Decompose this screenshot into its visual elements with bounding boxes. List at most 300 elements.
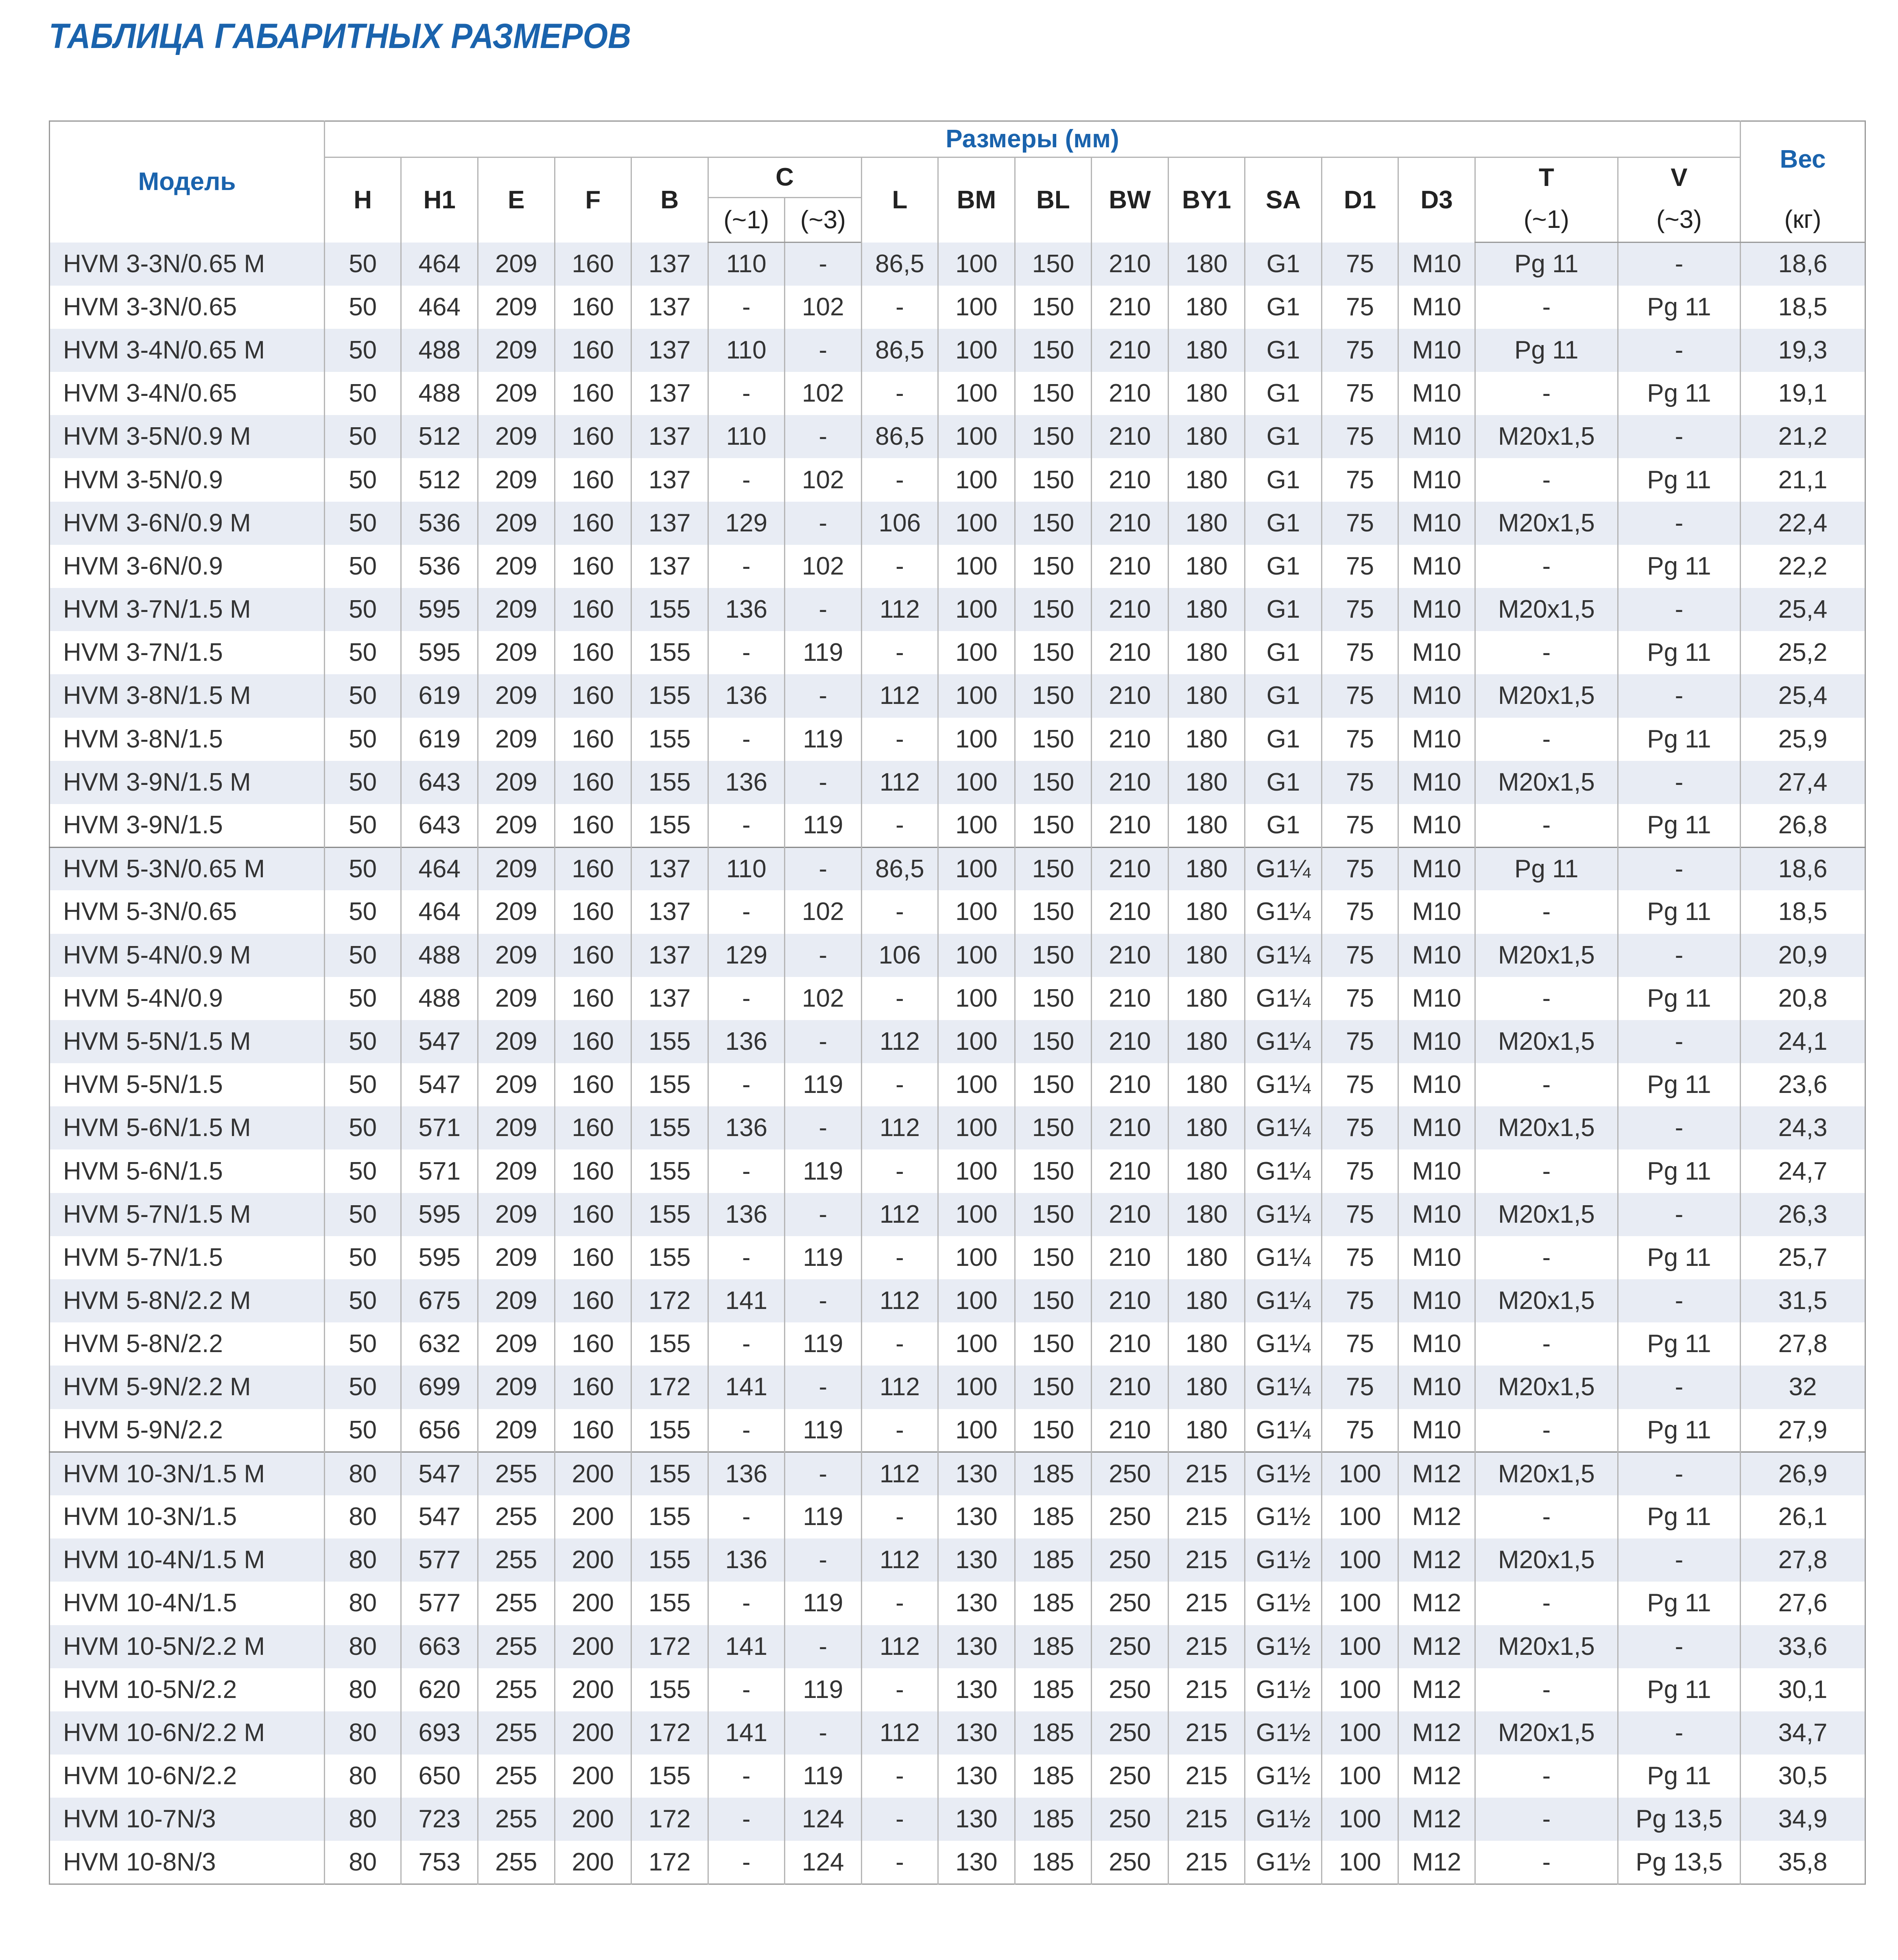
cell-model: HVM 3-9N/1.5 bbox=[63, 811, 223, 839]
cell-bl: 150 bbox=[1015, 674, 1092, 717]
cell-bm: 100 bbox=[938, 458, 1015, 501]
cell-h1: 620 bbox=[401, 1668, 478, 1711]
table-row bbox=[50, 1063, 1865, 1106]
cell-t: - bbox=[1475, 1409, 1618, 1452]
cell-e: 209 bbox=[478, 286, 555, 329]
cell-h1: 547 bbox=[401, 1452, 478, 1495]
cell-bl: 150 bbox=[1015, 977, 1092, 1020]
cell-sa: G1 bbox=[1245, 588, 1322, 631]
cell-h1: 464 bbox=[401, 243, 478, 286]
cell-h1: 536 bbox=[401, 545, 478, 588]
cell-h: 80 bbox=[324, 1668, 401, 1711]
cell-h: 50 bbox=[324, 1279, 401, 1322]
cell-c-1: - bbox=[708, 631, 785, 674]
cell-sa: G1¼ bbox=[1245, 1279, 1322, 1322]
cell-d3: M10 bbox=[1398, 1149, 1475, 1193]
cell-t: - bbox=[1475, 1149, 1618, 1193]
cell-t: M20x1,5 bbox=[1475, 588, 1618, 631]
cell-v: Pg 11 bbox=[1618, 458, 1740, 501]
cell-model: HVM 3-4N/0.65 bbox=[63, 379, 237, 408]
cell-l: - bbox=[861, 1755, 938, 1798]
cell-b: 137 bbox=[631, 243, 708, 286]
cell-by1: 180 bbox=[1168, 761, 1245, 804]
cell-c-1: 110 bbox=[708, 243, 785, 286]
cell-sa: G1¼ bbox=[1245, 1193, 1322, 1236]
cell-sa: G1¼ bbox=[1245, 1149, 1322, 1193]
weight-column-header: Вес bbox=[1740, 121, 1865, 198]
cell-v: - bbox=[1618, 1020, 1740, 1063]
cell-f: 160 bbox=[555, 1279, 631, 1322]
cell-weight: 22,4 bbox=[1740, 502, 1865, 545]
cell-bw: 210 bbox=[1092, 458, 1169, 501]
cell-t: - bbox=[1475, 545, 1618, 588]
cell-model: HVM 3-3N/0.65 bbox=[63, 293, 237, 321]
cell-c-3: 119 bbox=[785, 1495, 862, 1538]
cell-bw: 210 bbox=[1092, 1063, 1169, 1106]
cell-bm: 100 bbox=[938, 1193, 1015, 1236]
cell-h1: 595 bbox=[401, 631, 478, 674]
cell-bm: 100 bbox=[938, 631, 1015, 674]
cell-d3: M12 bbox=[1398, 1452, 1475, 1495]
cell-bm: 130 bbox=[938, 1495, 1015, 1538]
cell-c-3: 102 bbox=[785, 977, 862, 1020]
cell-e: 255 bbox=[478, 1625, 555, 1668]
cell-bw: 210 bbox=[1092, 1193, 1169, 1236]
cell-bl: 185 bbox=[1015, 1452, 1092, 1495]
cell-d1: 75 bbox=[1321, 1193, 1398, 1236]
cell-c-1: - bbox=[708, 977, 785, 1020]
cell-c-1: - bbox=[708, 1841, 785, 1884]
cell-bm: 100 bbox=[938, 545, 1015, 588]
cell-d3: M10 bbox=[1398, 718, 1475, 761]
cell-f: 160 bbox=[555, 372, 631, 415]
cell-l: - bbox=[861, 1582, 938, 1625]
table-row bbox=[50, 588, 1865, 631]
cell-l: 112 bbox=[861, 1193, 938, 1236]
cell-f: 200 bbox=[555, 1668, 631, 1711]
cell-by1: 180 bbox=[1168, 1063, 1245, 1106]
cell-sa: G1½ bbox=[1245, 1668, 1322, 1711]
cell-f: 160 bbox=[555, 588, 631, 631]
cell-l: 112 bbox=[861, 588, 938, 631]
cell-c-3: 119 bbox=[785, 631, 862, 674]
cell-bl: 150 bbox=[1015, 718, 1092, 761]
table-row bbox=[50, 502, 1865, 545]
cell-by1: 215 bbox=[1168, 1798, 1245, 1841]
cell-h1: 632 bbox=[401, 1322, 478, 1366]
cell-d1: 100 bbox=[1321, 1798, 1398, 1841]
cell-l: - bbox=[861, 1236, 938, 1279]
cell-bm: 100 bbox=[938, 1106, 1015, 1149]
cell-f: 160 bbox=[555, 1193, 631, 1236]
cell-t: M20x1,5 bbox=[1475, 1711, 1618, 1755]
cell-v: Pg 11 bbox=[1618, 1063, 1740, 1106]
cell-f: 160 bbox=[555, 329, 631, 372]
cell-e: 209 bbox=[478, 1409, 555, 1452]
cell-b: 155 bbox=[631, 631, 708, 674]
cell-b: 155 bbox=[631, 761, 708, 804]
table-row bbox=[50, 1279, 1865, 1322]
column-header-bw: BW bbox=[1092, 157, 1169, 243]
cell-d1: 75 bbox=[1321, 243, 1398, 286]
cell-d1: 75 bbox=[1321, 1236, 1398, 1279]
cell-h: 50 bbox=[324, 804, 401, 847]
cell-b: 155 bbox=[631, 1538, 708, 1582]
column-header-t: T bbox=[1475, 157, 1618, 198]
cell-b: 155 bbox=[631, 1668, 708, 1711]
cell-t: M20x1,5 bbox=[1475, 1538, 1618, 1582]
cell-bm: 100 bbox=[938, 804, 1015, 847]
cell-d3: M10 bbox=[1398, 545, 1475, 588]
cell-model: HVM 5-5N/1.5 bbox=[63, 1071, 223, 1099]
cell-bl: 150 bbox=[1015, 1366, 1092, 1409]
cell-e: 209 bbox=[478, 674, 555, 717]
cell-bl: 185 bbox=[1015, 1582, 1092, 1625]
cell-bw: 210 bbox=[1092, 415, 1169, 458]
cell-h1: 675 bbox=[401, 1279, 478, 1322]
cell-bl: 150 bbox=[1015, 415, 1092, 458]
cell-e: 209 bbox=[478, 458, 555, 501]
cell-model: HVM 10-3N/1.5 M bbox=[50, 1452, 325, 1495]
cell-b: 137 bbox=[631, 977, 708, 1020]
cell-c-1: - bbox=[708, 890, 785, 933]
cell-b: 137 bbox=[631, 286, 708, 329]
cell-v: Pg 11 bbox=[1618, 1409, 1740, 1452]
cell-bl: 150 bbox=[1015, 761, 1092, 804]
cell-c-3: 102 bbox=[785, 890, 862, 933]
cell-model: HVM 3-3N/0.65 M bbox=[50, 243, 325, 286]
cell-h: 50 bbox=[324, 631, 401, 674]
cell-b: 137 bbox=[631, 372, 708, 415]
cell-sa: G1½ bbox=[1245, 1625, 1322, 1668]
column-header-d1: D1 bbox=[1321, 157, 1398, 243]
cell-sa: G1¼ bbox=[1245, 1020, 1322, 1063]
cell-bw: 250 bbox=[1092, 1711, 1169, 1755]
cell-bm: 130 bbox=[938, 1841, 1015, 1884]
cell-l: - bbox=[861, 1495, 938, 1538]
cell-by1: 180 bbox=[1168, 243, 1245, 286]
cell-by1: 215 bbox=[1168, 1538, 1245, 1582]
cell-bw: 210 bbox=[1092, 1366, 1169, 1409]
cell-c-1: - bbox=[708, 1582, 785, 1625]
cell-c-3: 124 bbox=[785, 1841, 862, 1884]
cell-weight: 25,4 bbox=[1740, 674, 1865, 717]
cell-c-1: - bbox=[708, 286, 785, 329]
cell-model: HVM 5-6N/1.5 M bbox=[50, 1106, 325, 1149]
column-header-v: V bbox=[1618, 157, 1740, 198]
cell-weight: 25,9 bbox=[1740, 718, 1865, 761]
cell-h: 50 bbox=[324, 458, 401, 501]
cell-l: - bbox=[861, 286, 938, 329]
cell-e: 255 bbox=[478, 1495, 555, 1538]
cell-bl: 185 bbox=[1015, 1668, 1092, 1711]
cell-c-1: 136 bbox=[708, 1538, 785, 1582]
cell-c-3: 102 bbox=[785, 458, 862, 501]
cell-h: 50 bbox=[324, 286, 401, 329]
table-row bbox=[50, 243, 1865, 286]
column-header-f: F bbox=[555, 157, 631, 243]
cell-t: M20x1,5 bbox=[1475, 502, 1618, 545]
cell-v: Pg 11 bbox=[1618, 286, 1740, 329]
cell-d1: 75 bbox=[1321, 286, 1398, 329]
cell-b: 155 bbox=[631, 1149, 708, 1193]
cell-l: - bbox=[861, 977, 938, 1020]
cell-d3: M12 bbox=[1398, 1711, 1475, 1755]
column-subheader-v: (~3) bbox=[1618, 198, 1740, 243]
cell-weight: 18,5 bbox=[1740, 286, 1865, 329]
cell-l: 112 bbox=[861, 1366, 938, 1409]
table-row bbox=[50, 718, 1865, 761]
cell-l: 112 bbox=[861, 1106, 938, 1149]
cell-e: 209 bbox=[478, 1236, 555, 1279]
cell-weight: 27,4 bbox=[1740, 761, 1865, 804]
cell-d3: M10 bbox=[1398, 329, 1475, 372]
cell-bl: 150 bbox=[1015, 243, 1092, 286]
cell-bm: 100 bbox=[938, 890, 1015, 933]
cell-c-1: 110 bbox=[708, 847, 785, 890]
cell-t: - bbox=[1475, 890, 1618, 933]
cell-bm: 100 bbox=[938, 674, 1015, 717]
cell-b: 137 bbox=[631, 545, 708, 588]
cell-bm: 100 bbox=[938, 1063, 1015, 1106]
cell-d1: 100 bbox=[1321, 1841, 1398, 1884]
column-header-h1: H1 bbox=[401, 157, 478, 243]
cell-f: 160 bbox=[555, 674, 631, 717]
dimensions-table bbox=[49, 120, 1866, 1885]
cell-bl: 150 bbox=[1015, 1322, 1092, 1366]
cell-sa: G1 bbox=[1245, 674, 1322, 717]
cell-weight: 30,5 bbox=[1740, 1755, 1865, 1798]
cell-weight: 21,1 bbox=[1740, 458, 1865, 501]
cell-weight: 26,8 bbox=[1740, 804, 1865, 847]
cell-t: Pg 11 bbox=[1475, 847, 1618, 890]
cell-d1: 75 bbox=[1321, 1063, 1398, 1106]
cell-v: Pg 11 bbox=[1618, 631, 1740, 674]
cell-e: 209 bbox=[478, 718, 555, 761]
cell-c-3: 119 bbox=[785, 1409, 862, 1452]
cell-h: 80 bbox=[324, 1711, 401, 1755]
cell-b: 172 bbox=[631, 1625, 708, 1668]
cell-bm: 100 bbox=[938, 502, 1015, 545]
cell-f: 160 bbox=[555, 502, 631, 545]
cell-b: 155 bbox=[631, 1020, 708, 1063]
cell-h: 50 bbox=[324, 1322, 401, 1366]
cell-weight: 26,1 bbox=[1740, 1495, 1865, 1538]
cell-h1: 693 bbox=[401, 1711, 478, 1755]
cell-h: 80 bbox=[324, 1582, 401, 1625]
cell-bw: 250 bbox=[1092, 1495, 1169, 1538]
column-subheader-t: (~1) bbox=[1475, 198, 1618, 243]
cell-c-3: 119 bbox=[785, 1236, 862, 1279]
cell-h1: 571 bbox=[401, 1106, 478, 1149]
cell-sa: G1¼ bbox=[1245, 890, 1322, 933]
cell-bw: 210 bbox=[1092, 934, 1169, 977]
cell-d1: 75 bbox=[1321, 329, 1398, 372]
cell-c-1: - bbox=[708, 1149, 785, 1193]
column-header-sa: SA bbox=[1245, 157, 1322, 243]
cell-v: Pg 11 bbox=[1618, 545, 1740, 588]
cell-c-1: - bbox=[708, 372, 785, 415]
table-row bbox=[50, 1366, 1865, 1409]
cell-d3: M12 bbox=[1398, 1798, 1475, 1841]
cell-h1: 464 bbox=[401, 847, 478, 890]
table-row bbox=[50, 458, 1865, 501]
cell-h1: 547 bbox=[401, 1020, 478, 1063]
cell-c-3: - bbox=[785, 934, 862, 977]
cell-c-1: - bbox=[708, 1063, 785, 1106]
cell-d3: M12 bbox=[1398, 1538, 1475, 1582]
cell-l: - bbox=[861, 1798, 938, 1841]
cell-l: 112 bbox=[861, 1538, 938, 1582]
cell-d1: 75 bbox=[1321, 415, 1398, 458]
table-row bbox=[50, 1711, 1865, 1755]
cell-sa: G1¼ bbox=[1245, 1366, 1322, 1409]
cell-bm: 100 bbox=[938, 1279, 1015, 1322]
cell-h: 50 bbox=[324, 502, 401, 545]
cell-bw: 250 bbox=[1092, 1668, 1169, 1711]
table-row bbox=[50, 977, 1865, 1020]
cell-d1: 75 bbox=[1321, 890, 1398, 933]
cell-bw: 210 bbox=[1092, 1279, 1169, 1322]
cell-c-3: - bbox=[785, 1711, 862, 1755]
table-row bbox=[50, 1755, 1865, 1798]
cell-model: HVM 3-9N/1.5 M bbox=[50, 761, 325, 804]
cell-model: HVM 10-6N/2.2 M bbox=[50, 1711, 325, 1755]
cell-e: 209 bbox=[478, 372, 555, 415]
table-row bbox=[50, 1452, 1865, 1495]
cell-d3: M10 bbox=[1398, 761, 1475, 804]
cell-t: M20x1,5 bbox=[1475, 1625, 1618, 1668]
cell-weight: 27,9 bbox=[1740, 1409, 1865, 1452]
cell-c-3: - bbox=[785, 1279, 862, 1322]
cell-c-1: 141 bbox=[708, 1625, 785, 1668]
cell-t: M20x1,5 bbox=[1475, 934, 1618, 977]
cell-bl: 150 bbox=[1015, 1409, 1092, 1452]
table-row bbox=[50, 1798, 1865, 1841]
cell-model: HVM 5-3N/0.65 bbox=[63, 898, 237, 926]
cell-t: - bbox=[1475, 631, 1618, 674]
cell-c-1: - bbox=[708, 804, 785, 847]
table-row bbox=[50, 1538, 1865, 1582]
cell-model: HVM 3-6N/0.9 bbox=[63, 552, 223, 580]
cell-f: 160 bbox=[555, 1236, 631, 1279]
cell-bw: 210 bbox=[1092, 243, 1169, 286]
cell-b: 155 bbox=[631, 1106, 708, 1149]
table-row bbox=[50, 1193, 1865, 1236]
cell-h: 50 bbox=[324, 977, 401, 1020]
cell-e: 209 bbox=[478, 1322, 555, 1366]
cell-sa: G1¼ bbox=[1245, 977, 1322, 1020]
cell-bl: 185 bbox=[1015, 1538, 1092, 1582]
cell-e: 209 bbox=[478, 502, 555, 545]
dimensions-table-container bbox=[49, 120, 1866, 1885]
cell-sa: G1¼ bbox=[1245, 1322, 1322, 1366]
cell-v: - bbox=[1618, 934, 1740, 977]
cell-b: 155 bbox=[631, 718, 708, 761]
cell-v: - bbox=[1618, 674, 1740, 717]
cell-f: 160 bbox=[555, 934, 631, 977]
cell-v: - bbox=[1618, 1193, 1740, 1236]
cell-sa: G1½ bbox=[1245, 1538, 1322, 1582]
cell-c-3: - bbox=[785, 674, 862, 717]
cell-c-3: 119 bbox=[785, 718, 862, 761]
cell-c-1: 136 bbox=[708, 1106, 785, 1149]
cell-h: 50 bbox=[324, 761, 401, 804]
cell-model: HVM 10-6N/2.2 bbox=[63, 1762, 237, 1790]
cell-b: 172 bbox=[631, 1711, 708, 1755]
cell-d3: M10 bbox=[1398, 1366, 1475, 1409]
cell-b: 172 bbox=[631, 1841, 708, 1884]
cell-model: HVM 5-7N/1.5 bbox=[63, 1243, 223, 1272]
cell-bm: 100 bbox=[938, 1366, 1015, 1409]
cell-e: 209 bbox=[478, 1279, 555, 1322]
cell-bm: 100 bbox=[938, 329, 1015, 372]
cell-h: 50 bbox=[324, 890, 401, 933]
cell-by1: 215 bbox=[1168, 1582, 1245, 1625]
cell-d3: M12 bbox=[1398, 1668, 1475, 1711]
cell-e: 209 bbox=[478, 1106, 555, 1149]
cell-sa: G1¼ bbox=[1245, 1409, 1322, 1452]
cell-b: 155 bbox=[631, 1236, 708, 1279]
cell-c-1: 141 bbox=[708, 1279, 785, 1322]
cell-bl: 150 bbox=[1015, 588, 1092, 631]
cell-h1: 571 bbox=[401, 1149, 478, 1193]
cell-e: 255 bbox=[478, 1668, 555, 1711]
cell-f: 200 bbox=[555, 1495, 631, 1538]
cell-model: HVM 3-6N/0.9 M bbox=[50, 502, 325, 545]
cell-bw: 210 bbox=[1092, 890, 1169, 933]
cell-e: 209 bbox=[478, 804, 555, 847]
cell-h1: 577 bbox=[401, 1582, 478, 1625]
cell-model: HVM 10-7N/3 bbox=[50, 1798, 325, 1841]
cell-h: 50 bbox=[324, 1063, 401, 1106]
cell-d3: M10 bbox=[1398, 1106, 1475, 1149]
cell-v: - bbox=[1618, 502, 1740, 545]
cell-bl: 185 bbox=[1015, 1711, 1092, 1755]
cell-d3: M10 bbox=[1398, 934, 1475, 977]
table-row bbox=[50, 1841, 1865, 1884]
cell-h1: 723 bbox=[401, 1798, 478, 1841]
cell-e: 209 bbox=[478, 761, 555, 804]
cell-c-3: - bbox=[785, 1625, 862, 1668]
cell-v: Pg 11 bbox=[1618, 1322, 1740, 1366]
cell-by1: 180 bbox=[1168, 1149, 1245, 1193]
cell-d1: 75 bbox=[1321, 977, 1398, 1020]
cell-h: 50 bbox=[324, 1366, 401, 1409]
cell-bl: 150 bbox=[1015, 502, 1092, 545]
cell-bw: 210 bbox=[1092, 674, 1169, 717]
cell-h1: 512 bbox=[401, 415, 478, 458]
cell-bw: 250 bbox=[1092, 1755, 1169, 1798]
cell-weight: 18,5 bbox=[1740, 890, 1865, 933]
cell-v: Pg 13,5 bbox=[1618, 1841, 1740, 1884]
cell-c-1: 141 bbox=[708, 1711, 785, 1755]
cell-sa: G1 bbox=[1245, 243, 1322, 286]
cell-f: 160 bbox=[555, 1366, 631, 1409]
cell-model: HVM 5-9N/2.2 bbox=[63, 1416, 223, 1444]
cell-f: 160 bbox=[555, 804, 631, 847]
cell-weight: 23,6 bbox=[1740, 1063, 1865, 1106]
cell-c-1: 136 bbox=[708, 674, 785, 717]
cell-t: M20x1,5 bbox=[1475, 415, 1618, 458]
column-header-e: E bbox=[478, 157, 555, 243]
cell-v: Pg 11 bbox=[1618, 1495, 1740, 1538]
cell-c-1: 129 bbox=[708, 502, 785, 545]
cell-weight: 25,2 bbox=[1740, 631, 1865, 674]
cell-b: 155 bbox=[631, 1322, 708, 1366]
cell-v: Pg 11 bbox=[1618, 1755, 1740, 1798]
cell-v: - bbox=[1618, 1538, 1740, 1582]
